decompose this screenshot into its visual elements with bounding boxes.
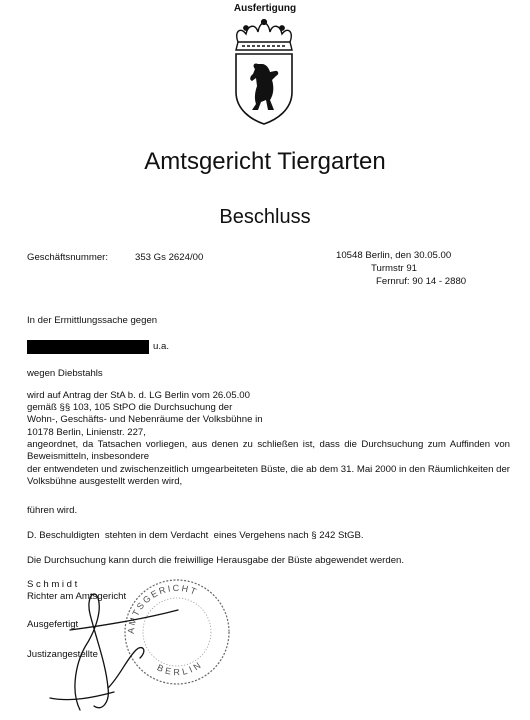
certified-label: Ausgefertigt (27, 619, 79, 630)
document-type-title: Beschluss (219, 206, 311, 228)
order-line-4: 10178 Berlin, Linienstr. 227, (27, 427, 146, 438)
order-line-1: wird auf Antrag der StA b. d. LG Berlin vom 26.05.00 (27, 390, 250, 401)
redacted-name-bar (27, 340, 149, 354)
berlin-coat-of-arms-icon (228, 14, 300, 126)
reference-label: Geschäftsnummer: (27, 252, 109, 263)
order-line-3: Wohn-, Geschäfts- und Nebenräume der Volksbühne in (27, 414, 263, 425)
court-street: Turmstr 91 (371, 263, 418, 274)
result-line: führen wird. (27, 505, 78, 516)
object-paragraph: der entwendeten und zwischenzeitlich umgearbeiteten Büste, die ab dem 31. Mai 2000 in den Räumlichkeiten der Volksbühne ausgestellt werden wird, (27, 464, 510, 487)
seal-top-text: AMTSGERICHT (125, 582, 200, 635)
ausfertigung-label: Ausfertigung (233, 3, 297, 14)
charge-line: wegen Diebstahls (27, 368, 103, 379)
clerk-label: Justizangestellte (27, 649, 98, 660)
court-phone: Fernruf: 90 14 - 2880 (376, 276, 467, 287)
suspicion-line: D. Beschuldigten stehten in dem Verdacht eines Vergehens nach § 242 StGB. (27, 530, 364, 541)
seal-bottom-text: BERLIN (155, 658, 205, 678)
order-line-2: gemäß §§ 103, 105 StPO die Durchsuchung der (27, 402, 233, 413)
city-date: 10548 Berlin, den 30.05.00 (336, 250, 452, 261)
reason-paragraph: angeordnet, da Tatsachen vorliegen, aus denen zu schließen ist, dass die Durchsuchung zum Auffinden von Beweismitteln, insbesondere (27, 439, 510, 462)
judge-name: Schmidt (27, 579, 80, 590)
judge-title: Richter am Amtsgericht (27, 591, 127, 602)
intro-line: In der Ermittlungssache gegen (27, 315, 158, 326)
reference-number: 353 Gs 2624/00 (135, 252, 204, 263)
accused-suffix: u.a. (153, 341, 170, 352)
handwritten-signature-icon (10, 580, 220, 715)
averting-line: Die Durchsuchung kann durch die freiwillige Herausgabe der Büste abgewendet werden. (27, 555, 405, 566)
court-name: Amtsgericht Tiergarten (144, 148, 386, 175)
